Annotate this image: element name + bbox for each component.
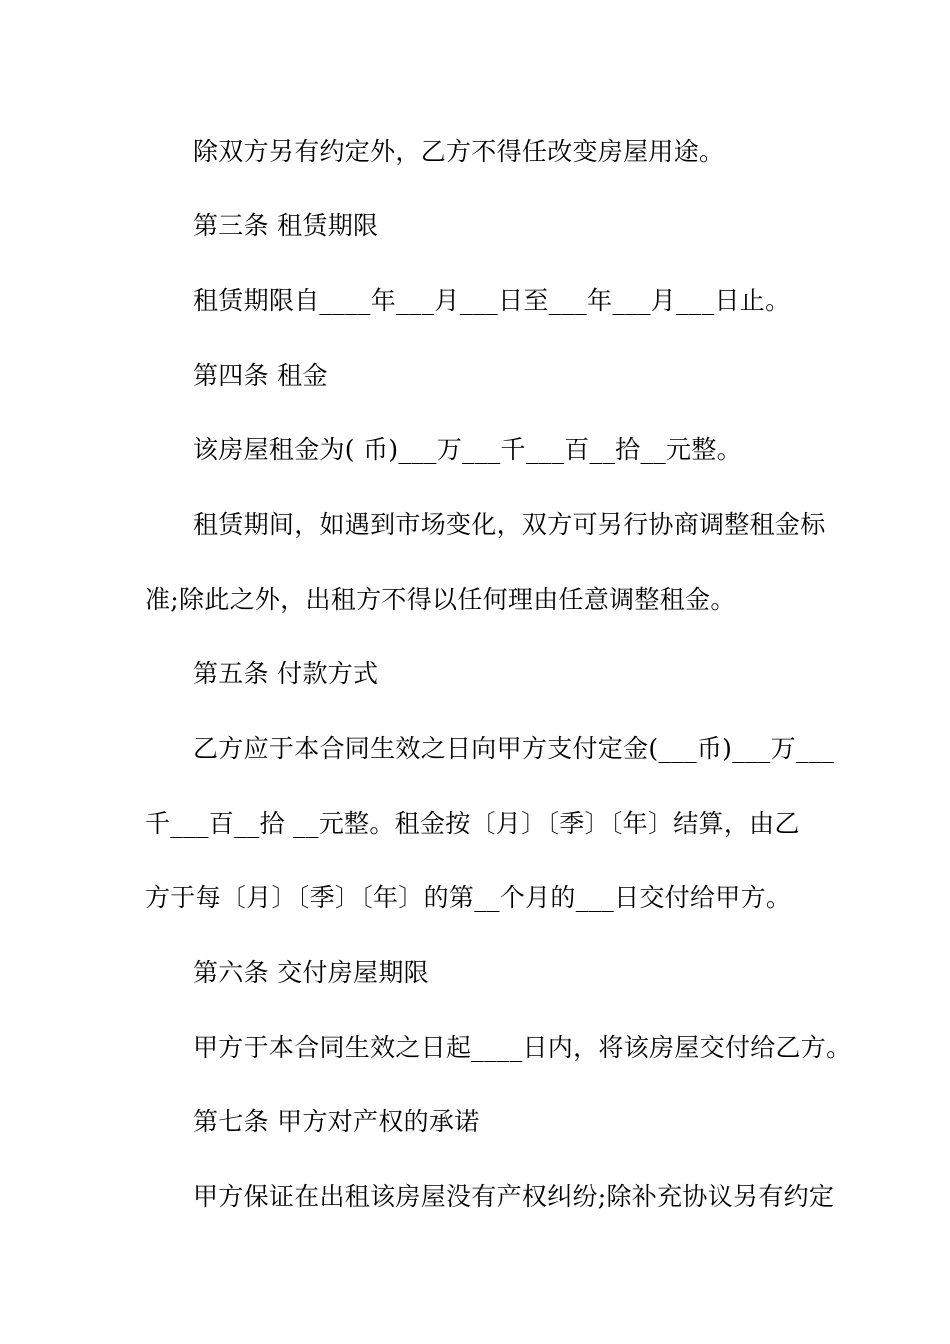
article-heading: 第六条 交付房屋期限 (193, 958, 429, 987)
paragraph-line: 乙方应于本合同生效之日向甲方支付定金(___币)___万___ (193, 734, 835, 763)
article-heading: 第五条 付款方式 (193, 659, 379, 688)
paragraph-line: 方于每〔月〕〔季〕〔年〕的第__个月的___日交付给甲方。 (145, 883, 792, 912)
paragraph-line: 甲方保证在出租该房屋没有产权纠纷;除补充协议另有约定 (193, 1182, 835, 1211)
paragraph-line: 该房屋租金为( 币)___万___千___百__拾__元整。 (193, 435, 742, 464)
article-heading: 第七条 甲方对产权的承诺 (193, 1107, 480, 1136)
paragraph-line: 千___百__拾 __元整。租金按〔月〕〔季〕〔年〕结算，由乙 (145, 809, 800, 838)
paragraph-line: 租赁期间，如遇到市场变化，双方可另行协商调整租金标 (193, 510, 826, 539)
paragraph-line: 除双方另有约定外，乙方不得任改变房屋用途。 (193, 137, 725, 166)
paragraph-line: 租赁期限自____年___月___日至___年___月___日止。 (193, 286, 791, 315)
article-heading: 第三条 租赁期限 (193, 211, 379, 240)
paragraph-line: 准;除此之外，出租方不得以任何理由任意调整租金。 (145, 585, 736, 614)
paragraph-line: 甲方于本合同生效之日起____日内，将该房屋交付给乙方。 (193, 1033, 852, 1062)
article-heading: 第四条 租金 (193, 361, 328, 390)
